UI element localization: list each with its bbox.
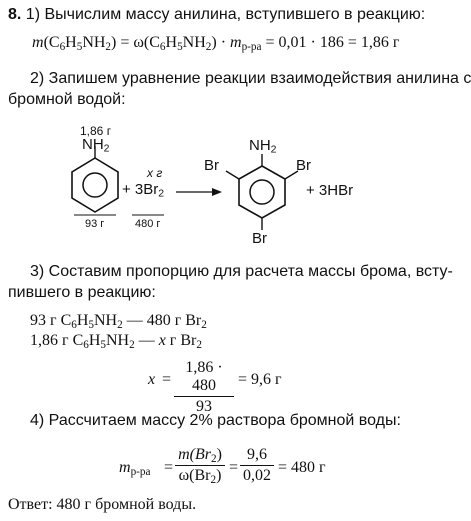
solution-fraction-1 bbox=[175, 446, 225, 485]
step-3-text-line2: пившего в реакцию: bbox=[8, 284, 156, 301]
bromine-bottom-substituent: Br bbox=[252, 230, 267, 247]
nh2-group-aniline: $NH_2$ bbox=[82, 136, 110, 155]
molar-mass-bromine: 480 г bbox=[135, 218, 161, 230]
benzene-ring-tribromoaniline bbox=[239, 166, 285, 218]
benzene-ring-aniline bbox=[72, 158, 118, 212]
proportion-line-2: 1,86 г $C_6H_5NH_2$ — x г $Br_2$ bbox=[30, 332, 202, 351]
step-4-text: 4) Рассчитаем массу 2% раствора бромной воды: bbox=[30, 412, 401, 429]
problem-number: 8. bbox=[8, 6, 22, 23]
x-denominator: 93 bbox=[196, 398, 212, 415]
x-numerator: 1,86 · 480 bbox=[174, 359, 234, 397]
fraction-2-numerator: 9,6 bbox=[240, 446, 274, 466]
bromine-left-substituent: Br bbox=[204, 157, 219, 174]
fraction-1-denominator: $\omega(Br_2)$ bbox=[178, 467, 222, 486]
x-result: = 9,6 г bbox=[238, 371, 282, 388]
bromine-mass-unknown: x г bbox=[147, 166, 163, 180]
molar-mass-aniline: 93 г bbox=[85, 218, 105, 230]
solution-fraction-2 bbox=[240, 446, 274, 485]
aromatic-circle-aniline bbox=[83, 173, 107, 197]
aniline-mass-label: 1,86 г bbox=[80, 124, 112, 138]
solution-equals-2: = bbox=[229, 459, 239, 476]
fraction-1-numerator: $m(Br_2)$ bbox=[175, 446, 225, 466]
step-1-label: 1) Вычислим массу анилина, вступившего в реакцию: bbox=[25, 6, 426, 23]
step-3-text-line1: 3) Составим пропорцию для расчета массы брома, всту- bbox=[30, 263, 453, 280]
bond-br-left bbox=[226, 171, 239, 179]
step-2-text-line1: 2) Запишем уравнение реакции взаимодействия анилина с bbox=[30, 70, 471, 87]
fraction-2-denominator: 0,02 bbox=[243, 467, 271, 484]
solution-mass-lhs: $m_{р-ра}$ bbox=[119, 459, 151, 478]
x-variable: x bbox=[148, 371, 156, 388]
solution-mass-equals: = bbox=[164, 459, 174, 476]
hbr-product: + 3HBr bbox=[306, 182, 354, 199]
step-2-text-line2: бромной водой: bbox=[8, 91, 126, 108]
aromatic-circle-tribromoaniline bbox=[250, 180, 274, 204]
solution-result: = 480 г bbox=[278, 459, 326, 476]
answer-text: Ответ: 480 г бромной воды. bbox=[8, 496, 197, 513]
x-fraction bbox=[174, 359, 234, 416]
reaction-arrow-head bbox=[212, 188, 222, 196]
equation-aniline-mass: $m(C_6H_5NH_2) = \omega(C_6H_5NH_2) \cdot m_{р-ра} = 0,01 \cdot 186 = 1,86$ г bbox=[32, 34, 400, 53]
proportion-line-1: 93 г $C_6H_5NH_2$ — 480 г $Br_2$ bbox=[30, 312, 207, 331]
bromine-reagent: + $3Br_2$ bbox=[122, 181, 165, 200]
nh2-group-product: $NH_2$ bbox=[249, 137, 277, 156]
bromine-right-substituent: Br bbox=[296, 157, 311, 174]
x-equals-sign: = bbox=[162, 371, 172, 388]
